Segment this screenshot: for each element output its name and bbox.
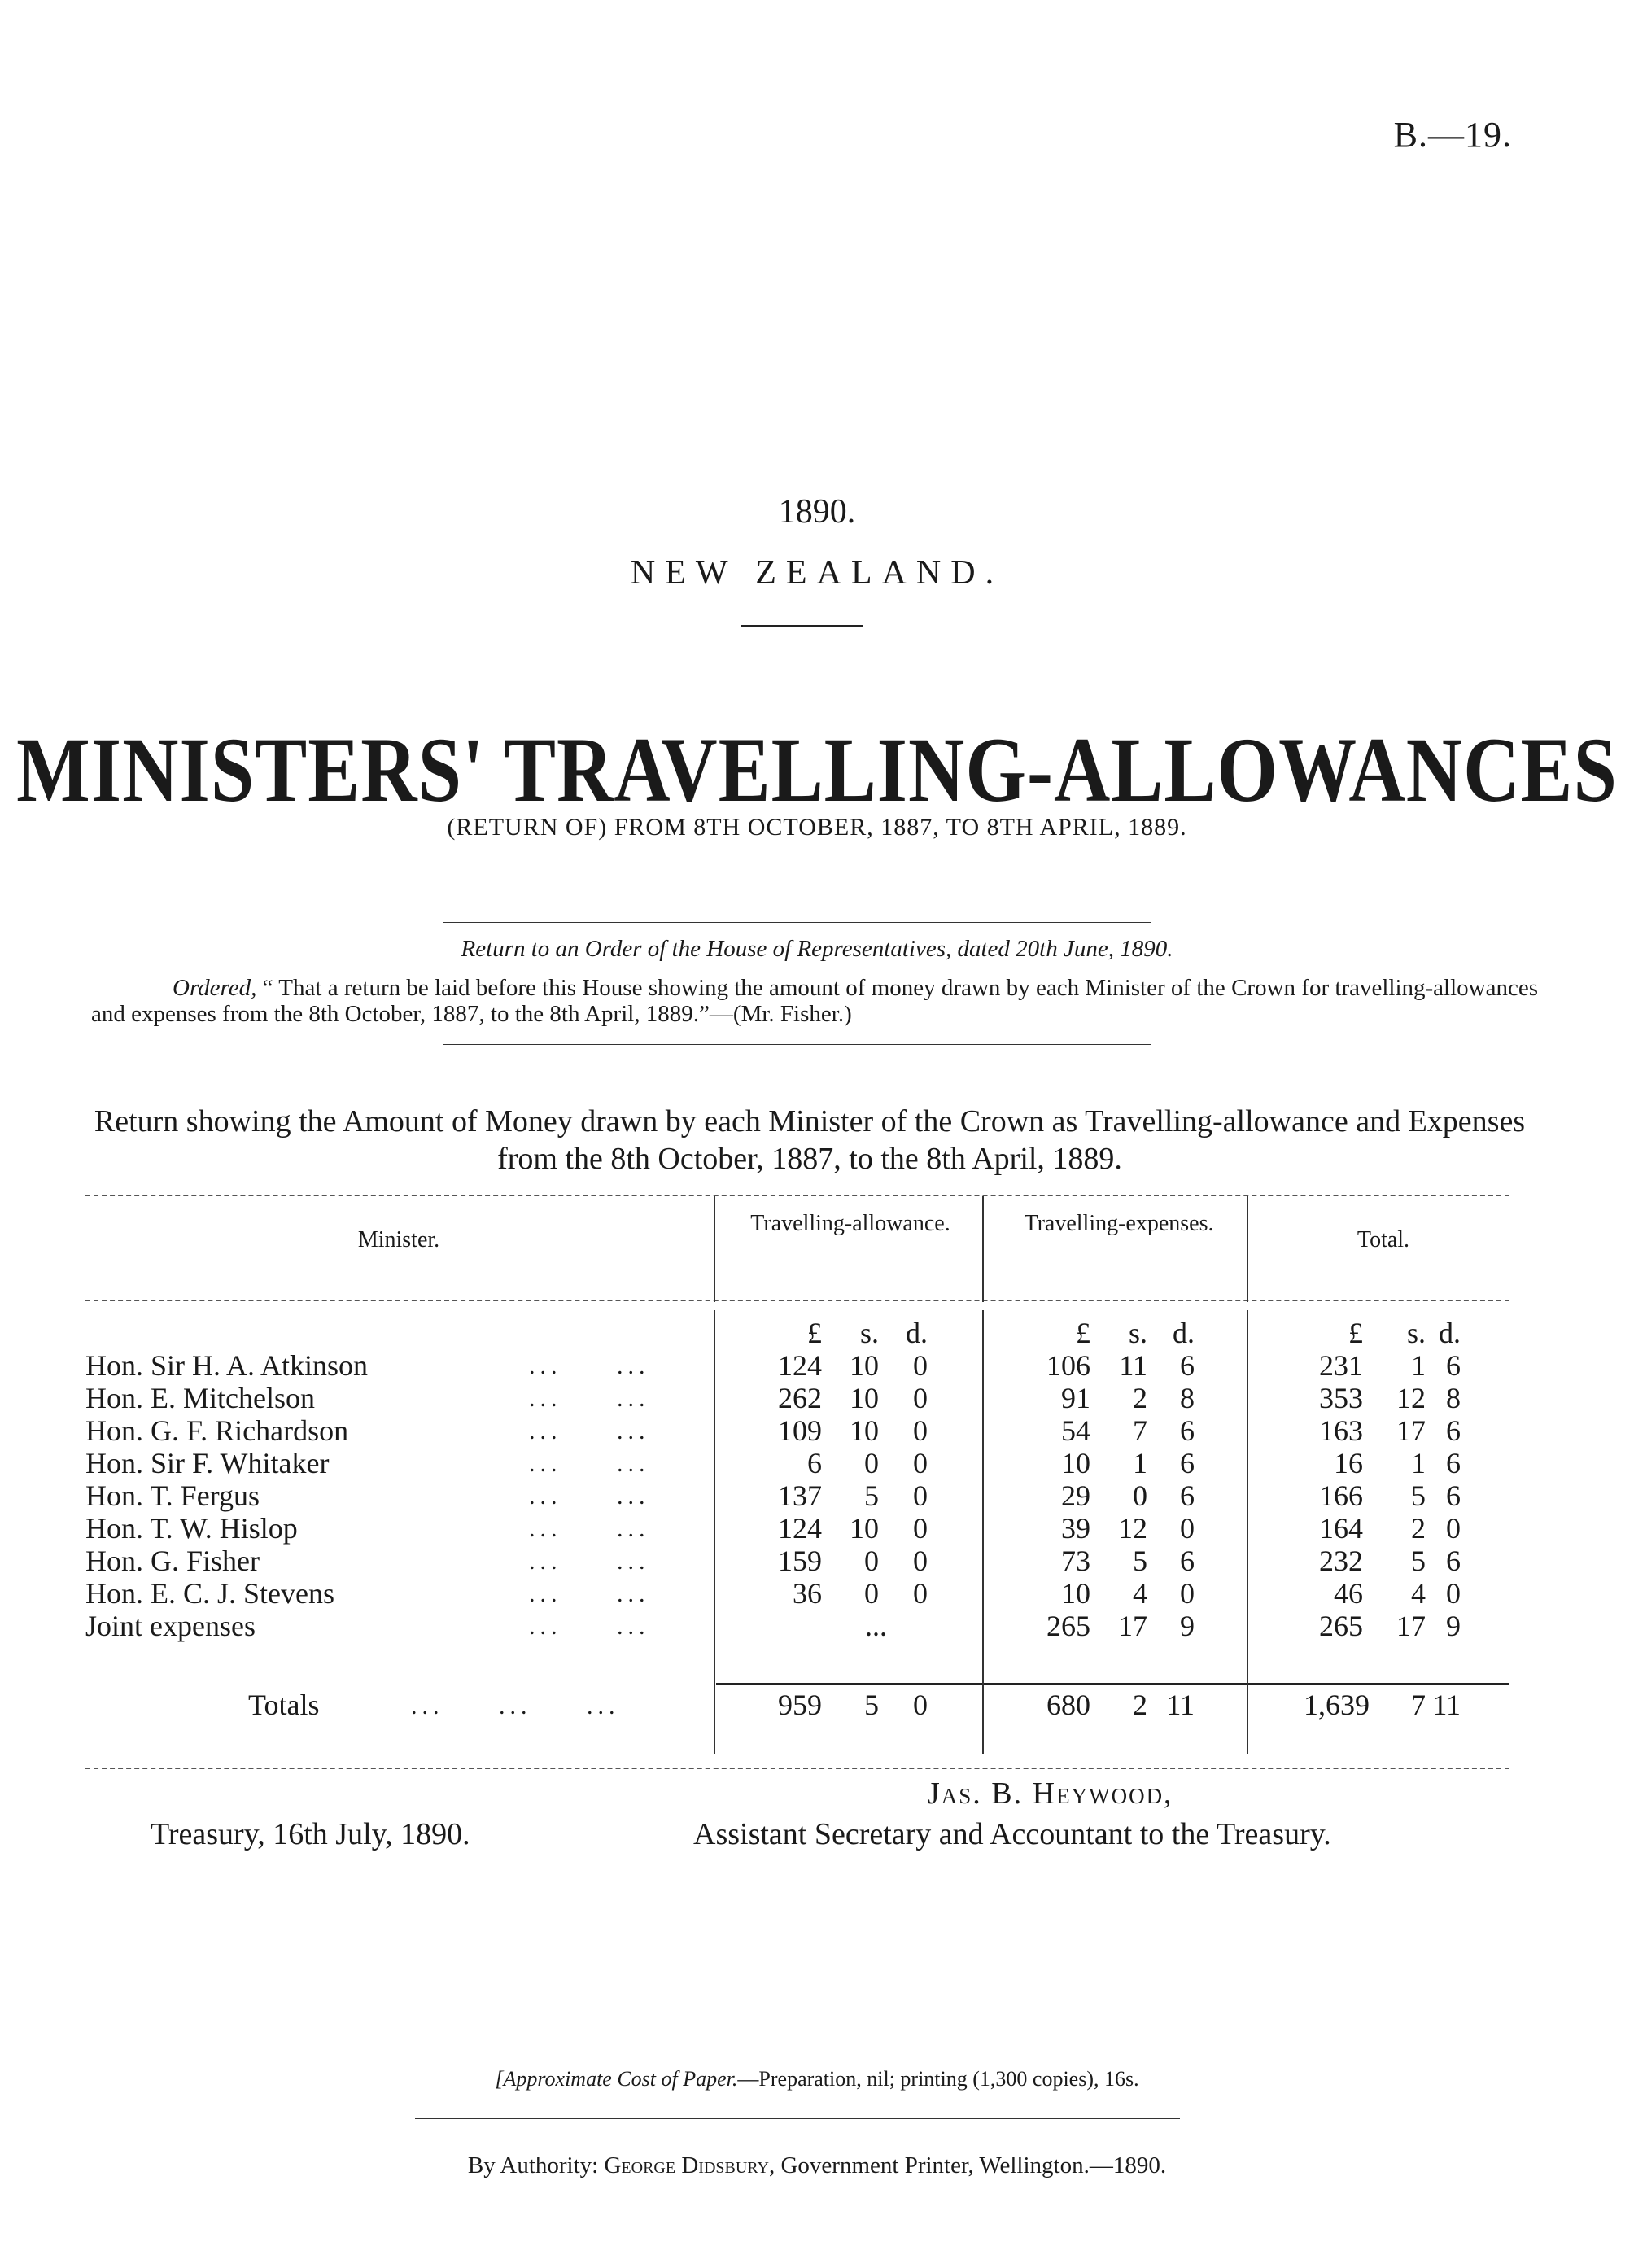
authority-lead: By Authority: (467, 2152, 599, 2178)
total-pounds: 232 (1319, 1545, 1363, 1577)
minister-name: Hon. T. W. Hislop (85, 1512, 298, 1545)
currency-unit-shillings: s. (859, 1317, 879, 1349)
totals-allowance-pounds: 959 (778, 1689, 822, 1721)
authority-line (0, 2152, 1634, 2179)
allowance-shillings: 0 (864, 1545, 879, 1577)
minister-name: Hon. Sir F. Whitaker (85, 1447, 330, 1479)
expenses-pounds: 54 (1061, 1414, 1090, 1447)
total-shillings: 17 (1396, 1610, 1426, 1642)
minister-name: Joint expenses (85, 1610, 256, 1642)
leader-dots: ... ... (529, 1418, 650, 1444)
total-shillings: 1 (1411, 1447, 1426, 1479)
table-bottom-rule (85, 1768, 1509, 1769)
total-pounds: 166 (1319, 1479, 1363, 1512)
allowance-pence: 0 (913, 1382, 928, 1414)
totals-total-shillings: 7 (1411, 1689, 1426, 1721)
allowance-shillings: 5 (864, 1479, 879, 1512)
allowance-shillings: 0 (864, 1577, 879, 1610)
leader-dots: ... ... (529, 1385, 650, 1412)
allowance-pounds: 109 (778, 1414, 822, 1447)
divider (741, 625, 863, 627)
return-heading: Return showing the Amount of Money drawn by each Minister of the Crown as Travelling-allowance and Expenses from the 8th October, 1887, to the 8th April, 1889. (94, 1104, 1526, 1176)
leader-dots: ... ... (529, 1548, 650, 1575)
allowance-pounds: 36 (793, 1577, 822, 1610)
column-header-total: Total. (1357, 1227, 1410, 1252)
expenses-shillings: 2 (1133, 1382, 1147, 1414)
total-pounds: 16 (1334, 1447, 1363, 1479)
allowance-pence: 0 (913, 1349, 928, 1382)
leader-dots: ... ... ... (411, 1693, 620, 1720)
allowance-pence: 0 (913, 1512, 928, 1545)
totals-expenses-pence: 11 (1166, 1689, 1195, 1721)
allowance-shillings: 10 (850, 1349, 879, 1382)
table-header-rule (85, 1300, 1509, 1301)
totals-total-pence: 11 (1432, 1689, 1461, 1721)
currency-unit-pence: d. (1173, 1317, 1195, 1349)
expenses-pence: 6 (1180, 1545, 1195, 1577)
column-rule (982, 1196, 984, 1302)
total-pounds: 164 (1319, 1512, 1363, 1545)
page-subtitle: (RETURN OF) FROM 8TH OCTOBER, 1887, TO 8TH APRIL, 1889. (447, 814, 1187, 841)
expenses-shillings: 11 (1119, 1349, 1147, 1382)
expenses-pence: 6 (1180, 1447, 1195, 1479)
minister-name: Hon. G. Fisher (85, 1545, 260, 1577)
leader-dots: ... ... (529, 1352, 650, 1379)
divider (415, 2118, 1180, 2119)
allowance-pounds: 159 (778, 1545, 822, 1577)
allowance-pence: 0 (913, 1479, 928, 1512)
total-pence: 0 (1446, 1512, 1461, 1545)
expenses-shillings: 4 (1133, 1577, 1147, 1610)
order-line: Return to an Order of the House of Representatives, dated 20th June, 1890. (461, 936, 1173, 962)
ordered-text: “ That a return be laid before this House showing the amount of money drawn by each Minister of the Crown for travelling-allowances and expenses from the 8th October, 1887, to the 8th April, 1889.”—(Mr. Fisher.) (91, 975, 1539, 1027)
leader-dots: ... ... (529, 1515, 650, 1542)
totals-allowance-pence: 0 (913, 1689, 928, 1721)
total-shillings: 1 (1411, 1349, 1426, 1382)
total-pence: 6 (1446, 1349, 1461, 1382)
currency-unit-pounds: £ (1348, 1317, 1363, 1349)
column-rule (714, 1196, 715, 1302)
currency-unit-pence: d. (1439, 1317, 1461, 1349)
divider (443, 922, 1151, 923)
allowance-shillings: 10 (850, 1414, 879, 1447)
column-header-minister: Minister. (357, 1227, 440, 1252)
year: 1890. (778, 493, 856, 531)
expenses-shillings: 0 (1133, 1479, 1147, 1512)
total-pence: 6 (1446, 1545, 1461, 1577)
cost-label: [Approximate Cost of Paper. (495, 2067, 738, 2091)
total-pounds: 163 (1319, 1414, 1363, 1447)
expenses-pence: 8 (1180, 1382, 1195, 1414)
total-shillings: 5 (1411, 1545, 1426, 1577)
expenses-pounds: 39 (1061, 1512, 1090, 1545)
expenses-pounds: 29 (1061, 1479, 1090, 1512)
total-pounds: 353 (1319, 1382, 1363, 1414)
allowance-pounds: 124 (778, 1512, 822, 1545)
total-shillings: 5 (1411, 1479, 1426, 1512)
expenses-pounds: 10 (1061, 1447, 1090, 1479)
allowance-pounds: 6 (807, 1447, 822, 1479)
allowance-pence: 0 (913, 1577, 928, 1610)
leader-dots: ... ... (529, 1580, 650, 1607)
expenses-pence: 0 (1180, 1512, 1195, 1545)
total-pence: 6 (1446, 1414, 1461, 1447)
currency-unit-pounds: £ (807, 1317, 822, 1349)
allowance-shillings: 10 (850, 1512, 879, 1545)
total-pence: 0 (1446, 1577, 1461, 1610)
expenses-pence: 6 (1180, 1349, 1195, 1382)
leader-dots: ... ... (529, 1613, 650, 1640)
table-top-rule (85, 1195, 1509, 1196)
total-pounds: 46 (1334, 1577, 1363, 1610)
divider (443, 1044, 1151, 1045)
currency-unit-shillings: s. (1128, 1317, 1147, 1349)
currency-unit-shillings: s. (1406, 1317, 1426, 1349)
total-shillings: 17 (1396, 1414, 1426, 1447)
total-pounds: 265 (1319, 1610, 1363, 1642)
expenses-shillings: 12 (1118, 1512, 1147, 1545)
expenses-pounds: 91 (1061, 1382, 1090, 1414)
allowance-pounds: 262 (778, 1382, 822, 1414)
leader-dots: ... ... (529, 1483, 650, 1510)
column-rule (1247, 1196, 1248, 1302)
column-rule (982, 1310, 984, 1754)
allowance-empty: ... (865, 1610, 887, 1642)
column-header-expenses: Travelling-expenses. (1024, 1211, 1214, 1236)
ordered-label: Ordered, (173, 975, 257, 1001)
allowance-pence: 0 (913, 1545, 928, 1577)
document-reference: B.—19. (1393, 115, 1512, 155)
minister-name: Hon. Sir H. A. Atkinson (85, 1349, 369, 1382)
expenses-shillings: 17 (1118, 1610, 1147, 1642)
minister-name: Hon. E. C. J. Stevens (85, 1577, 334, 1610)
page-title: MINISTERS' TRAVELLING-ALLOWANCES (16, 718, 1618, 821)
minister-name: Hon. E. Mitchelson (85, 1382, 315, 1414)
totals-expenses-pounds: 680 (1046, 1689, 1090, 1721)
allowance-pence: 0 (913, 1447, 928, 1479)
expenses-pounds: 73 (1061, 1545, 1090, 1577)
expenses-pence: 6 (1180, 1414, 1195, 1447)
total-shillings: 12 (1396, 1382, 1426, 1414)
expenses-pounds: 106 (1046, 1349, 1090, 1382)
total-pence: 8 (1446, 1382, 1461, 1414)
place-date: Treasury, 16th July, 1890. (151, 1817, 470, 1851)
totals-allowance-shillings: 5 (864, 1689, 879, 1721)
expenses-pence: 6 (1180, 1479, 1195, 1512)
signer-name: Jas. B. Heywood, (928, 1776, 1173, 1811)
total-pence: 6 (1446, 1447, 1461, 1479)
minister-name: Hon. G. F. Richardson (85, 1414, 349, 1447)
currency-unit-pounds: £ (1076, 1317, 1090, 1349)
column-rule (1247, 1310, 1248, 1754)
signer-title: Assistant Secretary and Accountant to the Treasury. (693, 1817, 1331, 1851)
expenses-shillings: 1 (1133, 1447, 1147, 1479)
column-header-allowance: Travelling-allowance. (750, 1211, 950, 1236)
total-shillings: 4 (1411, 1577, 1426, 1610)
cost-details: —Preparation, nil; printing (1,300 copies), 16s. (737, 2067, 1139, 2091)
expenses-pounds: 265 (1046, 1610, 1090, 1642)
ordered-paragraph (91, 975, 1538, 1027)
currency-unit-pence: d. (906, 1317, 928, 1349)
total-pence: 6 (1446, 1479, 1461, 1512)
expenses-pence: 9 (1180, 1610, 1195, 1642)
expenses-shillings: 7 (1133, 1414, 1147, 1447)
expenses-pounds: 10 (1061, 1577, 1090, 1610)
leader-dots: ... ... (529, 1450, 650, 1477)
total-shillings: 2 (1411, 1512, 1426, 1545)
expenses-shillings: 5 (1133, 1545, 1147, 1577)
totals-label: Totals (248, 1689, 320, 1721)
total-pounds: 231 (1319, 1349, 1363, 1382)
authority-printer: George Didsbury (604, 2152, 769, 2178)
expenses-pence: 0 (1180, 1577, 1195, 1610)
authority-rest: , Government Printer, Wellington.—1890. (768, 2152, 1167, 2178)
allowance-pounds: 137 (778, 1479, 822, 1512)
total-pence: 9 (1446, 1610, 1461, 1642)
column-rule (714, 1310, 715, 1754)
minister-name: Hon. T. Fergus (85, 1479, 260, 1512)
country: NEW ZEALAND. (630, 554, 1004, 592)
totals-expenses-shillings: 2 (1133, 1689, 1147, 1721)
cost-note (0, 2067, 1634, 2091)
totals-rule (716, 1683, 1509, 1685)
totals-total-pounds: 1,639 (1304, 1689, 1370, 1721)
allowance-shillings: 0 (864, 1447, 879, 1479)
allowance-pounds: 124 (778, 1349, 822, 1382)
allowance-shillings: 10 (850, 1382, 879, 1414)
allowance-pence: 0 (913, 1414, 928, 1447)
